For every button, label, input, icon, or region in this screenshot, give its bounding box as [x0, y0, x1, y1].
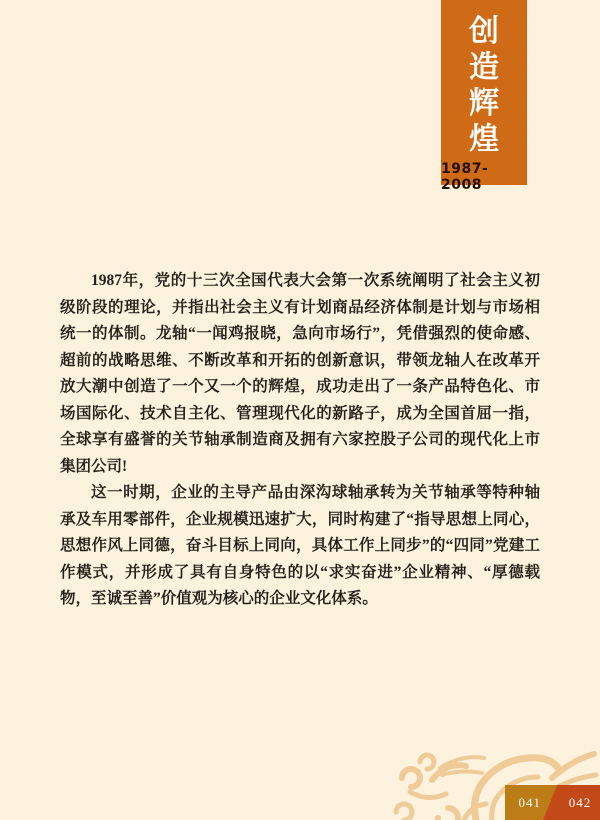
banner-title-char: 煌 — [469, 122, 499, 157]
banner-years: 1987-2008 — [441, 161, 489, 193]
page-number-right: 042 — [568, 794, 592, 810]
paragraph: 这一时期，企业的主导产品由深沟球轴承转为关节轴承等特种轴承及车用零部件，企业规模迅速扩大，同时构建了“指导思想上同心，思想作风上同德，奋斗目标上同向，具体工作上同步”的“四同”党建工作模式，并形成了具有自身特色的以“求实奋进”企业精神、“厚德载物，至诚至善”价值观为核心的企业文化体系。 — [60, 484, 540, 607]
banner-title-char: 创 — [469, 14, 499, 49]
banner-title-char: 造 — [469, 50, 499, 85]
page-number-left: 041 — [518, 794, 541, 810]
body-text — [60, 268, 540, 613]
banner-title-char: 辉 — [469, 86, 499, 121]
page-number-box — [505, 785, 600, 820]
paragraph: 1987年，党的十三次全国代表大会第一次系统阐明了社会主义初级阶段的理论，并指出社会主义有计划商品经济体制是计划与市场相统一的体制。龙轴“一闻鸡报晓，急向市场行”，凭借强烈的使命感、超前的战略思维、不断改革和开拓的创新意识，带领龙轴人在改革开放大潮中创造了一个又一个的辉煌，成功走出了一条产品特色化、市场国际化、技术自主化、管理现代化的新路子，成为全国首屈一指，全球享有盛誉的关节轴承制造商及拥有六家控股子公司的现代化上市集团公司! — [60, 272, 540, 475]
era-banner — [441, 0, 527, 193]
